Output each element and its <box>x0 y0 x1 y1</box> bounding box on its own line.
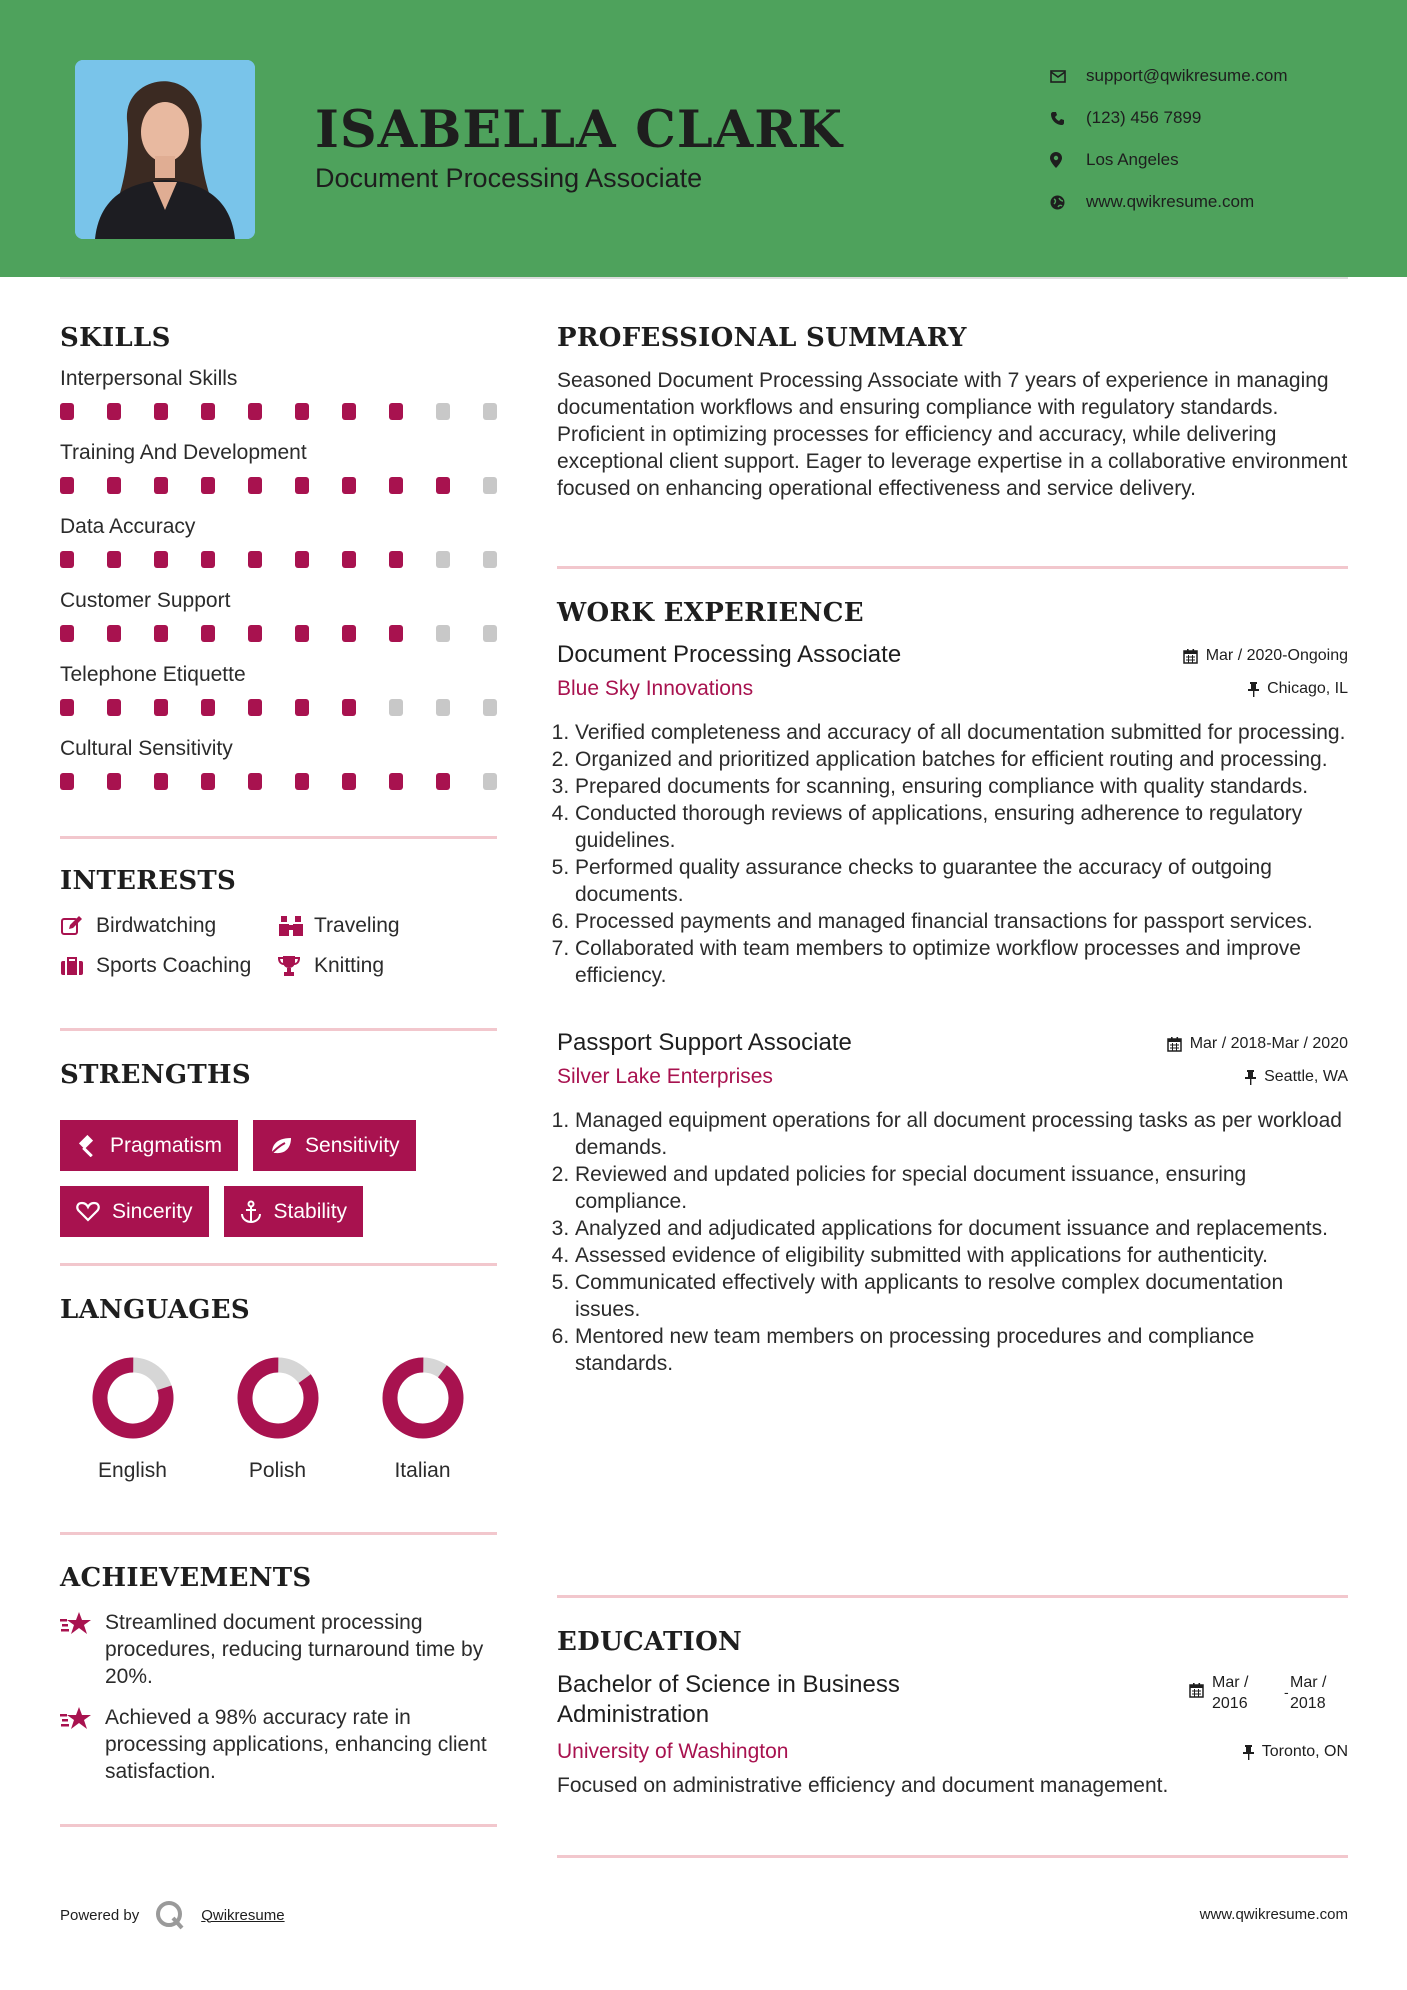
interest-label: Birdwatching <box>96 914 217 937</box>
education-description: Focused on administrative efficiency and document management. <box>557 1774 1169 1797</box>
contact-email-text: support@qwikresume.com <box>1086 66 1288 85</box>
summary-heading: PROFESSIONAL SUMMARY <box>557 323 967 353</box>
achievement-text: Streamlined document processing procedures, reducing turnaround time by 20%. <box>105 1611 484 1688</box>
languages-heading: LANGUAGES <box>60 1295 250 1325</box>
rating-dot-filled <box>248 625 262 642</box>
rating-dot-filled <box>201 699 215 716</box>
skill-name: Training And Development <box>60 441 307 464</box>
rating-dot-filled <box>60 551 74 568</box>
language-proficiency-ring <box>380 1355 466 1441</box>
achievement-item <box>60 1609 497 1690</box>
rating-dot-filled <box>107 477 121 494</box>
powered-by-label: Powered by <box>60 1906 140 1924</box>
contact-phone[interactable] <box>1050 97 1288 139</box>
rating-dot-empty <box>436 551 450 568</box>
languages-list <box>60 1355 497 1483</box>
duty-item: 3. Prepared documents for scanning, ensuring compliance with quality standards. <box>575 773 1348 800</box>
qwikresume-logo-icon <box>155 1900 185 1930</box>
section-divider <box>557 566 1348 569</box>
rating-dot-empty <box>483 625 497 642</box>
company-name: Silver Lake Enterprises <box>557 1065 773 1088</box>
language-item <box>60 1355 205 1483</box>
ring-fill <box>235 1355 321 1441</box>
rating-dot-filled <box>154 403 168 420</box>
education-start-month: Mar / <box>1212 1674 1249 1691</box>
summary-text: Seasoned Document Processing Associate with 7 years of experience in managing documentation workflows and ensuring compliance with regulatory standards. Proficient in optimizing processes for efficiency and accuracy, while delivering exceptional client support. Eager to leverage expertise in a collaborative environment focused on enhancing operational effectiveness and service delivery. <box>557 369 1348 500</box>
strength-tag <box>253 1120 416 1171</box>
interest-item <box>60 914 278 938</box>
rating-dot-filled <box>389 773 403 790</box>
rating-dot-filled <box>201 477 215 494</box>
ring-fill <box>91 1356 174 1439</box>
job-dates <box>1183 647 1348 665</box>
job-location <box>1248 680 1348 698</box>
rating-dot-filled <box>295 403 309 420</box>
rating-dot-filled <box>295 699 309 716</box>
language-item <box>205 1355 350 1483</box>
strengths-heading: STRENGTHS <box>60 1060 251 1090</box>
rating-dot-filled <box>154 699 168 716</box>
rating-dot-filled <box>389 551 403 568</box>
pushpin-icon <box>1245 1070 1256 1085</box>
rating-dot-filled <box>389 403 403 420</box>
job-entry <box>557 641 1348 989</box>
interests-heading: INTERESTS <box>60 866 237 896</box>
rating-dot-filled <box>248 551 262 568</box>
job-duties <box>557 1107 1348 1377</box>
trophy-icon <box>278 955 314 977</box>
strength-label: Pragmatism <box>110 1133 223 1157</box>
skill-name: Interpersonal Skills <box>60 367 238 390</box>
education-end-month: Mar / <box>1290 1674 1327 1691</box>
strength-tag <box>60 1186 209 1237</box>
section-divider <box>557 1855 1348 1858</box>
strengths-tags <box>60 1120 497 1237</box>
rating-dot-empty <box>436 699 450 716</box>
profile-photo <box>75 60 255 239</box>
duty-item: 1. Verified completeness and accuracy of all documentation submitted for processing. <box>575 719 1348 746</box>
duty-item: 4. Conducted thorough reviews of applications, ensuring adherence to regulatory guidelines. <box>575 800 1348 854</box>
rating-dot-filled <box>342 551 356 568</box>
rating-dot-filled <box>342 699 356 716</box>
job-header <box>557 641 1348 669</box>
duty-item: 3. Analyzed and adjudicated applications for document issuance and replacements. <box>575 1215 1348 1242</box>
duty-item: 4. Assessed evidence of eligibility submitted with applications for authenticity. <box>575 1242 1348 1269</box>
experience-section <box>557 598 1348 1377</box>
strength-label: Sincerity <box>112 1199 193 1223</box>
interest-item <box>278 954 478 978</box>
rating-dot-filled <box>154 477 168 494</box>
education-date-dash: - <box>1284 1684 1289 1700</box>
education-start <box>1212 1672 1284 1714</box>
education-subheader <box>557 1740 1348 1764</box>
contact-location-text: Los Angeles <box>1086 150 1179 169</box>
rating-dot-filled <box>107 699 121 716</box>
duty-item: 6. Mentored new team members on processing procedures and compliance standards. <box>575 1323 1348 1377</box>
heart-icon <box>76 1201 100 1222</box>
rating-dot-filled <box>248 403 262 420</box>
footer-website[interactable]: www.qwikresume.com <box>1199 1906 1348 1923</box>
rating-dot-empty <box>436 403 450 420</box>
language-proficiency-ring <box>235 1355 321 1441</box>
rating-dot-filled <box>154 625 168 642</box>
contact-website[interactable] <box>1050 181 1288 223</box>
header-divider <box>60 277 1348 279</box>
language-item <box>350 1355 495 1483</box>
contact-email[interactable] <box>1050 55 1288 97</box>
envelope-icon <box>1050 70 1086 83</box>
rating-dot-filled <box>154 551 168 568</box>
section-divider <box>60 1028 497 1031</box>
briefcase-icon <box>60 956 96 976</box>
language-name: Polish <box>248 1459 307 1482</box>
rating-dot-empty <box>483 551 497 568</box>
calendar-icon <box>1183 649 1198 664</box>
interests-list <box>60 914 497 978</box>
skills-section <box>60 323 497 811</box>
job-entry <box>557 1029 1348 1377</box>
rating-dot-filled <box>248 773 262 790</box>
rating-dot-filled <box>342 773 356 790</box>
pushpin-icon <box>1248 682 1259 697</box>
skills-list <box>60 367 497 811</box>
interest-item <box>278 914 478 938</box>
skill-rating <box>60 399 497 441</box>
rating-dot-filled <box>295 625 309 642</box>
footer-powered-by <box>60 1900 285 1930</box>
interest-label: Traveling <box>314 914 400 937</box>
rating-dot-filled <box>201 773 215 790</box>
pushpin-icon <box>1243 1745 1254 1760</box>
ring-fill <box>380 1355 466 1441</box>
job-dates-text: Mar / 2018-Mar / 2020 <box>1189 1035 1348 1052</box>
candidate-title: Document Processing Associate <box>315 163 703 193</box>
gavel-icon <box>76 1135 98 1157</box>
resume-header <box>0 0 1407 277</box>
experience-heading: WORK EXPERIENCE <box>557 598 864 628</box>
candidate-name: ISABELLA CLARK <box>315 100 844 160</box>
rating-dot-filled <box>389 477 403 494</box>
rating-dot-filled <box>107 403 121 420</box>
job-location-text: Chicago, IL <box>1267 680 1348 697</box>
contact-website-text: www.qwikresume.com <box>1086 192 1255 211</box>
rating-dot-empty <box>483 699 497 716</box>
rating-dot-filled <box>342 403 356 420</box>
rating-dot-filled <box>201 551 215 568</box>
achievements-heading: ACHIEVEMENTS <box>60 1563 312 1593</box>
company-name: Blue Sky Innovations <box>557 677 754 700</box>
job-dates-text: Mar / 2020-Ongoing <box>1205 647 1348 664</box>
skill-rating <box>60 473 497 515</box>
anchor-icon <box>240 1200 262 1224</box>
skill-rating <box>60 621 497 663</box>
rating-dot-empty <box>483 773 497 790</box>
strength-label: Sensitivity <box>305 1133 400 1157</box>
rating-dot-filled <box>389 625 403 642</box>
contact-location <box>1050 139 1288 181</box>
education-dates <box>1189 1672 1348 1714</box>
rating-dot-filled <box>60 477 74 494</box>
contact-list <box>1050 55 1288 223</box>
achievement-item <box>60 1704 497 1785</box>
edit-icon <box>60 915 96 937</box>
rating-dot-filled <box>295 773 309 790</box>
education-end-year: 2018 <box>1290 1695 1326 1712</box>
language-name: English <box>98 1459 167 1482</box>
job-subheader <box>557 1065 1348 1089</box>
rating-dot-empty <box>436 625 450 642</box>
rating-dot-filled <box>107 773 121 790</box>
languages-section <box>60 1295 497 1483</box>
job-header <box>557 1029 1348 1057</box>
binoculars-icon <box>278 915 314 937</box>
summary-section <box>557 323 1348 502</box>
degree-title: Bachelor of Science in Business Administration <box>557 1671 900 1728</box>
rating-dot-filled <box>436 477 450 494</box>
rating-dot-filled <box>107 551 121 568</box>
job-subheader <box>557 677 1348 701</box>
language-name: Italian <box>394 1459 451 1482</box>
section-divider <box>60 1263 497 1266</box>
interest-label: Knitting <box>314 954 385 977</box>
rating-dot-filled <box>154 773 168 790</box>
leaf-icon <box>269 1136 293 1156</box>
skill-name: Telephone Etiquette <box>60 663 246 686</box>
achievements-section <box>60 1563 497 1785</box>
rating-dot-filled <box>60 625 74 642</box>
calendar-icon <box>1189 1683 1204 1698</box>
rating-dot-filled <box>295 551 309 568</box>
duty-item: 5. Communicated effectively with applicants to resolve complex documentation issues. <box>575 1269 1348 1323</box>
duty-item: 6. Processed payments and managed financial transactions for passport services. <box>575 908 1348 935</box>
map-pin-icon <box>1050 152 1086 168</box>
strengths-section <box>60 1060 497 1237</box>
section-divider <box>557 1595 1348 1598</box>
rating-dot-filled <box>248 699 262 716</box>
achievement-text: Achieved a 98% accuracy rate in processing applications, enhancing client satisfaction. <box>105 1706 487 1783</box>
skill-rating <box>60 695 497 737</box>
rating-dot-filled <box>342 477 356 494</box>
job-location-text: Seattle, WA <box>1264 1068 1348 1085</box>
skill-rating <box>60 769 497 811</box>
education-end <box>1290 1672 1348 1714</box>
job-title: Document Processing Associate <box>557 641 902 668</box>
skill-rating <box>60 547 497 589</box>
duty-item: 2. Organized and prioritized application batches for efficient routing and processing. <box>575 746 1348 773</box>
rating-dot-empty <box>483 477 497 494</box>
duty-item: 1. Managed equipment operations for all document processing tasks as per workload demands. <box>575 1107 1348 1161</box>
education-location-text: Toronto, ON <box>1261 1743 1348 1760</box>
section-divider <box>60 1824 497 1827</box>
duty-item: 2. Reviewed and updated policies for special document issuance, ensuring compliance. <box>575 1161 1348 1215</box>
rating-dot-filled <box>107 625 121 642</box>
duty-item: 5. Performed quality assurance checks to guarantee the accuracy of outgoing documents. <box>575 854 1348 908</box>
contact-phone-text: (123) 456 7899 <box>1086 108 1202 127</box>
rating-dot-filled <box>295 477 309 494</box>
job-dates <box>1167 1035 1348 1053</box>
language-proficiency-ring <box>90 1355 176 1441</box>
school-name: University of Washington <box>557 1740 789 1763</box>
strength-label: Stability <box>273 1199 348 1223</box>
skill-name: Cultural Sensitivity <box>60 737 233 760</box>
strength-tag <box>224 1186 364 1237</box>
interests-section <box>60 866 497 978</box>
star-award-icon <box>60 1704 105 1785</box>
interest-label: Sports Coaching <box>96 954 252 977</box>
interest-item <box>60 954 278 978</box>
rating-dot-filled <box>248 477 262 494</box>
education-location <box>1243 1743 1348 1761</box>
duty-item: 7. Collaborated with team members to optimize workflow processes and improve efficiency. <box>575 935 1348 989</box>
section-divider <box>60 1532 497 1535</box>
section-divider <box>60 836 497 839</box>
strength-tag <box>60 1120 238 1171</box>
skill-name: Customer Support <box>60 589 231 612</box>
rating-dot-filled <box>201 625 215 642</box>
qwikresume-link[interactable]: Qwikresume <box>201 1906 285 1924</box>
globe-icon <box>1050 195 1086 210</box>
education-heading: EDUCATION <box>557 1627 743 1657</box>
job-title: Passport Support Associate <box>557 1029 852 1056</box>
job-location <box>1245 1068 1348 1086</box>
rating-dot-filled <box>342 625 356 642</box>
rating-dot-empty <box>483 403 497 420</box>
rating-dot-filled <box>60 403 74 420</box>
star-award-icon <box>60 1609 105 1690</box>
rating-dot-filled <box>60 773 74 790</box>
rating-dot-filled <box>201 403 215 420</box>
skills-heading: SKILLS <box>60 323 171 353</box>
rating-dot-empty <box>389 699 403 716</box>
calendar-icon <box>1167 1037 1182 1052</box>
rating-dot-filled <box>436 773 450 790</box>
education-header <box>557 1670 1348 1730</box>
education-section <box>557 1627 1348 1799</box>
phone-icon <box>1050 111 1086 126</box>
skill-name: Data Accuracy <box>60 515 196 538</box>
job-duties <box>557 719 1348 989</box>
education-start-year: 2016 <box>1212 1695 1248 1712</box>
rating-dot-filled <box>60 699 74 716</box>
